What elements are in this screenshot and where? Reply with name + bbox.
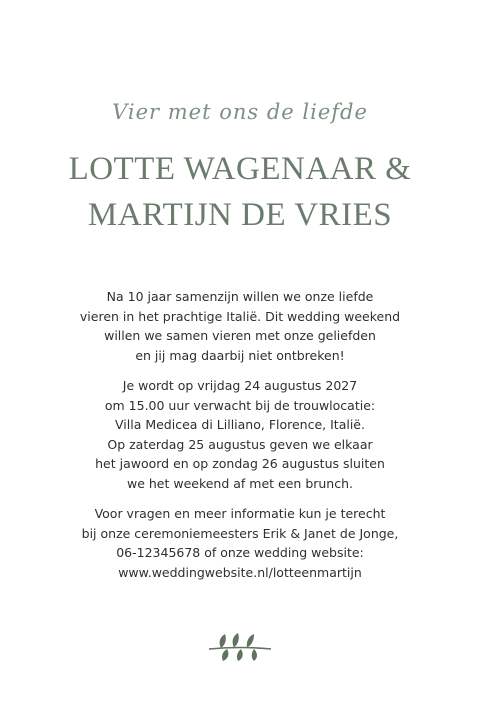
couple-name-line-1: LOTTE WAGENAAR & — [68, 151, 412, 187]
text-line: willen we samen vieren met onze geliefden — [104, 328, 376, 343]
paragraph-contact — [0, 504, 480, 582]
website-link[interactable]: www.weddingwebsite.nl/lotteenmartijn — [118, 564, 362, 580]
text-line: het jawoord en op zondag 26 augustus sluiten — [95, 456, 385, 471]
tagline: Vier met ons de liefde — [112, 100, 368, 124]
text-line: Na 10 jaar samenzijn willen we onze liefde — [106, 289, 374, 304]
couple-names — [0, 146, 480, 238]
text-line: 06-12345678 of onze wedding website: — [116, 545, 364, 560]
leaf-sprig-icon — [207, 632, 273, 662]
text-line: Voor vragen en meer informatie kun je terecht — [94, 506, 386, 521]
paragraph-schedule — [0, 376, 480, 493]
text-line: Je wordt op vrijdag 24 augustus 2027 — [122, 378, 358, 393]
text-line: Op zaterdag 25 augustus geven we elkaar — [107, 436, 373, 452]
text-line: vieren in het prachtige Italië. Dit wedding weekend — [79, 308, 401, 324]
couple-name-line-2: MARTIJN DE VRIES — [87, 197, 393, 233]
text-line: Villa Medicea di Lilliano, Florence, Italië. — [115, 417, 365, 432]
paragraph-intro — [0, 287, 480, 365]
text-line: bij onze ceremoniemeesters Erik & Janet de Jonge, — [81, 525, 399, 541]
text-line: en jij mag daarbij niet ontbreken! — [135, 347, 345, 363]
text-line: we het weekend af met een brunch. — [126, 475, 354, 491]
text-line: om 15.00 uur verwacht bij de trouwlocatie: — [104, 397, 376, 413]
